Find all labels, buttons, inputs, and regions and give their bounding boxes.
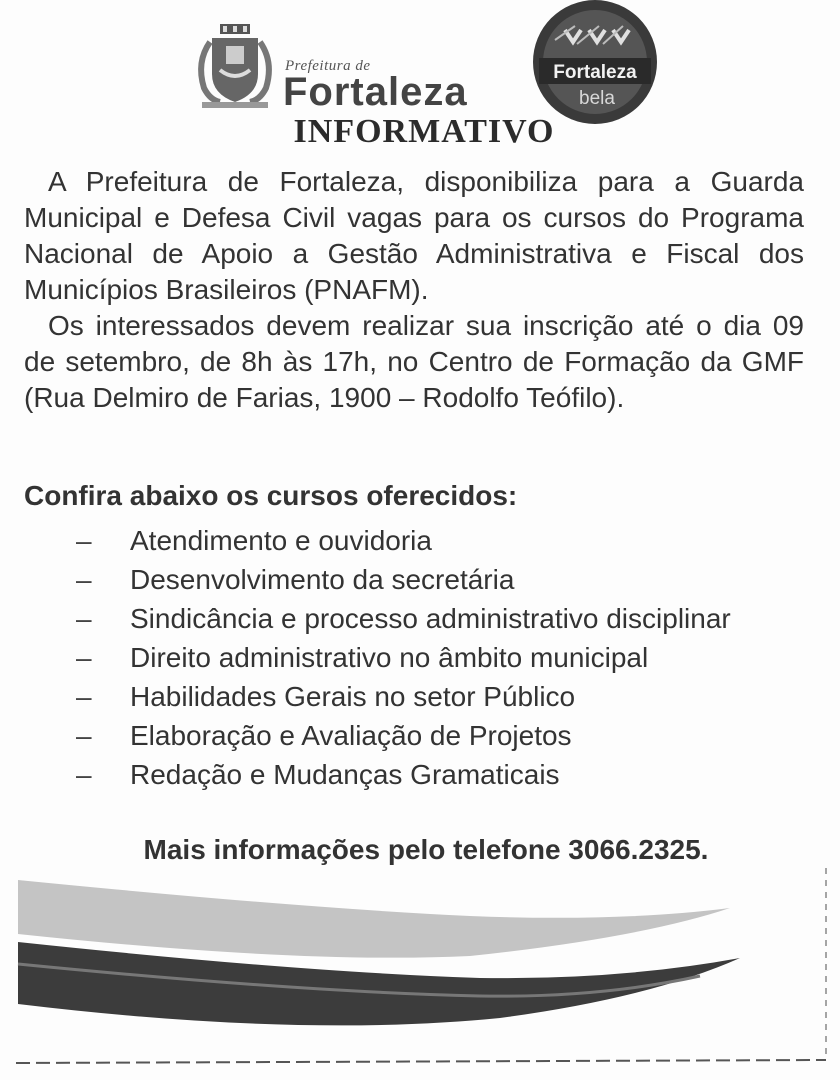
list-item: [76, 677, 731, 716]
seal-text-line1: Fortaleza: [553, 62, 637, 83]
city-crest-icon: [190, 22, 280, 110]
page-title: INFORMATIVO: [293, 113, 555, 150]
list-item: [76, 599, 731, 638]
list-item: [76, 560, 731, 599]
bullet-dash: –: [76, 681, 92, 712]
intro-paragraph: A Prefeitura de Fortaleza, disponibiliza para a Guarda Municipal e Defesa Civil vagas para os cursos do Programa Nacional de Apoio a Gestão Administrativa e Fiscal dos Municípios Brasileiros (PNAFM).: [24, 166, 804, 305]
fortaleza-bela-seal-icon: [525, 0, 670, 130]
bullet-dash: –: [76, 564, 92, 595]
list-item: [76, 638, 731, 677]
course-name: Atendimento e ouvidoria: [130, 525, 432, 556]
course-name: Desenvolvimento da secretária: [130, 564, 515, 595]
bullet-dash: –: [76, 759, 92, 790]
bullet-dash: –: [76, 525, 92, 556]
bullet-dash: –: [76, 603, 92, 634]
bullet-dash: –: [76, 720, 92, 751]
prefeitura-logo: [182, 18, 492, 114]
registration-paragraph: Os interessados devem realizar sua inscrição até o dia 09 de setembro, de 8h às 17h, no Centro de Formação da GMF (Rua Delmiro de Farias, 1900 – Rodolfo Teófilo).: [24, 310, 804, 413]
course-name: Redação e Mudanças Gramaticais: [130, 759, 560, 790]
contact-info: Mais informações pelo telefone 3066.2325.: [143, 834, 709, 865]
city-name: Fortaleza: [283, 70, 468, 114]
courses-list: [76, 521, 731, 794]
seal-text-line2: bela: [579, 88, 615, 109]
bullet-dash: –: [76, 642, 92, 673]
list-item: [76, 716, 731, 755]
course-name: Sindicância e processo administrativo disciplinar: [130, 603, 731, 634]
course-name: Elaboração e Avaliação de Projetos: [130, 720, 572, 751]
list-item: [76, 521, 731, 560]
course-name: Direito administrativo no âmbito municipal: [130, 642, 649, 673]
list-item: [76, 755, 731, 794]
course-name: Habilidades Gerais no setor Público: [130, 681, 576, 712]
decorative-wave-icon: [0, 868, 840, 1080]
courses-heading: Confira abaixo os cursos oferecidos:: [24, 480, 518, 511]
prefeitura-label: Prefeitura de: [285, 58, 371, 74]
